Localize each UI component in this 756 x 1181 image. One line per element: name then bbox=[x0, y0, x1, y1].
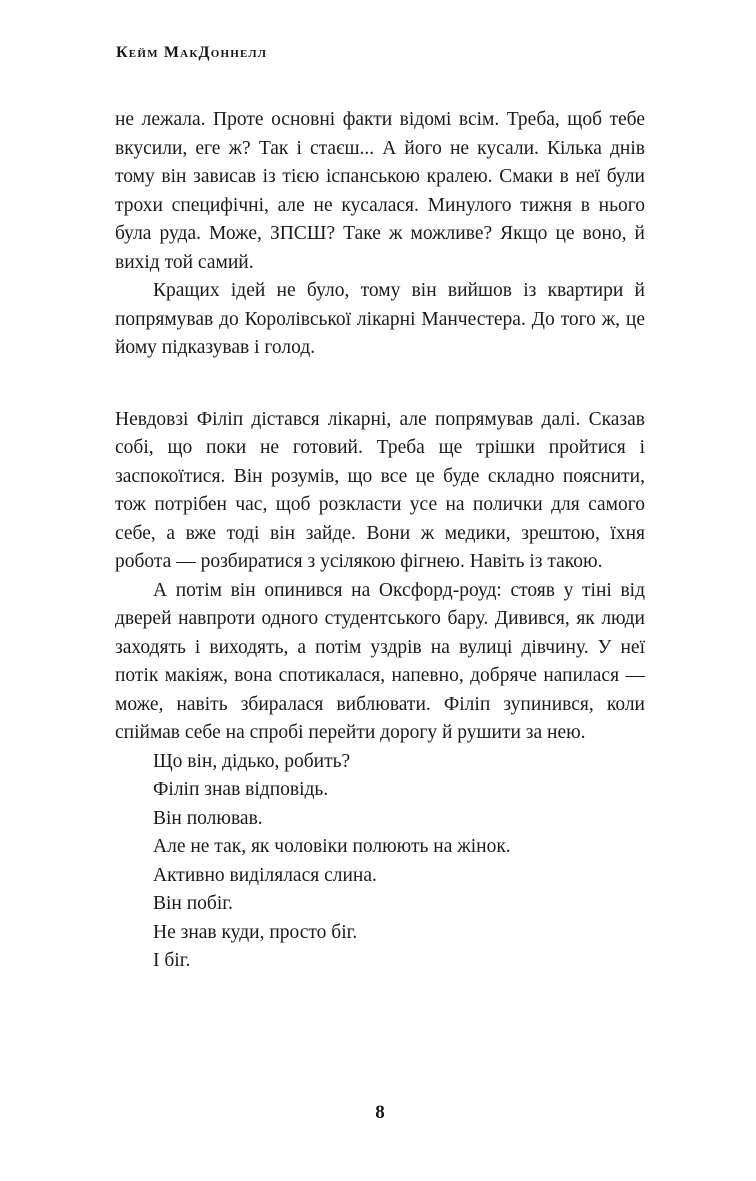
author-header: Кейм МакДоннелл bbox=[116, 44, 268, 61]
text-block bbox=[115, 106, 645, 976]
paragraph: Активно виділялася слина. bbox=[153, 864, 377, 886]
paragraph: Але не так, як чоловіки полюють на жінок. bbox=[153, 836, 511, 857]
paragraph: Невдовзі Філіп дістався лікарні, але попрямував далі. Сказав собі, що поки не готовий. Треба ще трішки пройтися і заспокоїтися. Він розумів, що все це буде складно пояснити, тож потрібен час, щоб розкласти усе на полички для самого себе, а вже тоді він зайде. Вони ж медики, зрештою, їхня робота — розбиратися з усілякою фігнею. Навіть із такою. bbox=[115, 408, 645, 572]
paragraph: Він побіг. bbox=[153, 893, 233, 914]
paragraph: А потім він опинився на Оксфорд-роуд: стояв у тіні від дверей навпроти одного студентського бару. Дивився, як люди заходять і виходять, а потім уздрів на вулиці дівчину. У неї потік макіяж, вона спотикалася, напевно, добряче напилася — може, навіть збиралася виблювати. Філіп зупинився, коли спіймав себе на спробі перейти дорогу й рушити за нею. bbox=[115, 579, 645, 743]
paragraph: І біг. bbox=[153, 950, 191, 971]
page-number: 8 bbox=[375, 1102, 385, 1123]
paragraph: не лежала. Проте основні факти відомі всім. Треба, щоб тебе вкусили, еге ж? Так і стаєш... А його не кусали. Кілька днів тому він зависав із тією іспанською кралею. Смаки в неї були трохи специфічні, але не кусалася. Минулого тижня в нього була руда. Може, ЗПСШ? Таке ж можливе? Якщо це воно, й вихід той самий. bbox=[115, 109, 645, 273]
paragraph: Не знав куди, просто біг. bbox=[153, 921, 358, 943]
paragraph: Він полював. bbox=[153, 807, 263, 829]
paragraph: Філіп знав відповідь. bbox=[153, 779, 329, 800]
paragraph: Кращих ідей не було, тому він вийшов із квартири й попрямував до Королівської лікарні Манчестера. До того ж, це йому підказував і голод. bbox=[115, 280, 645, 358]
paragraph: Що він, дідько, робить? bbox=[153, 750, 351, 772]
